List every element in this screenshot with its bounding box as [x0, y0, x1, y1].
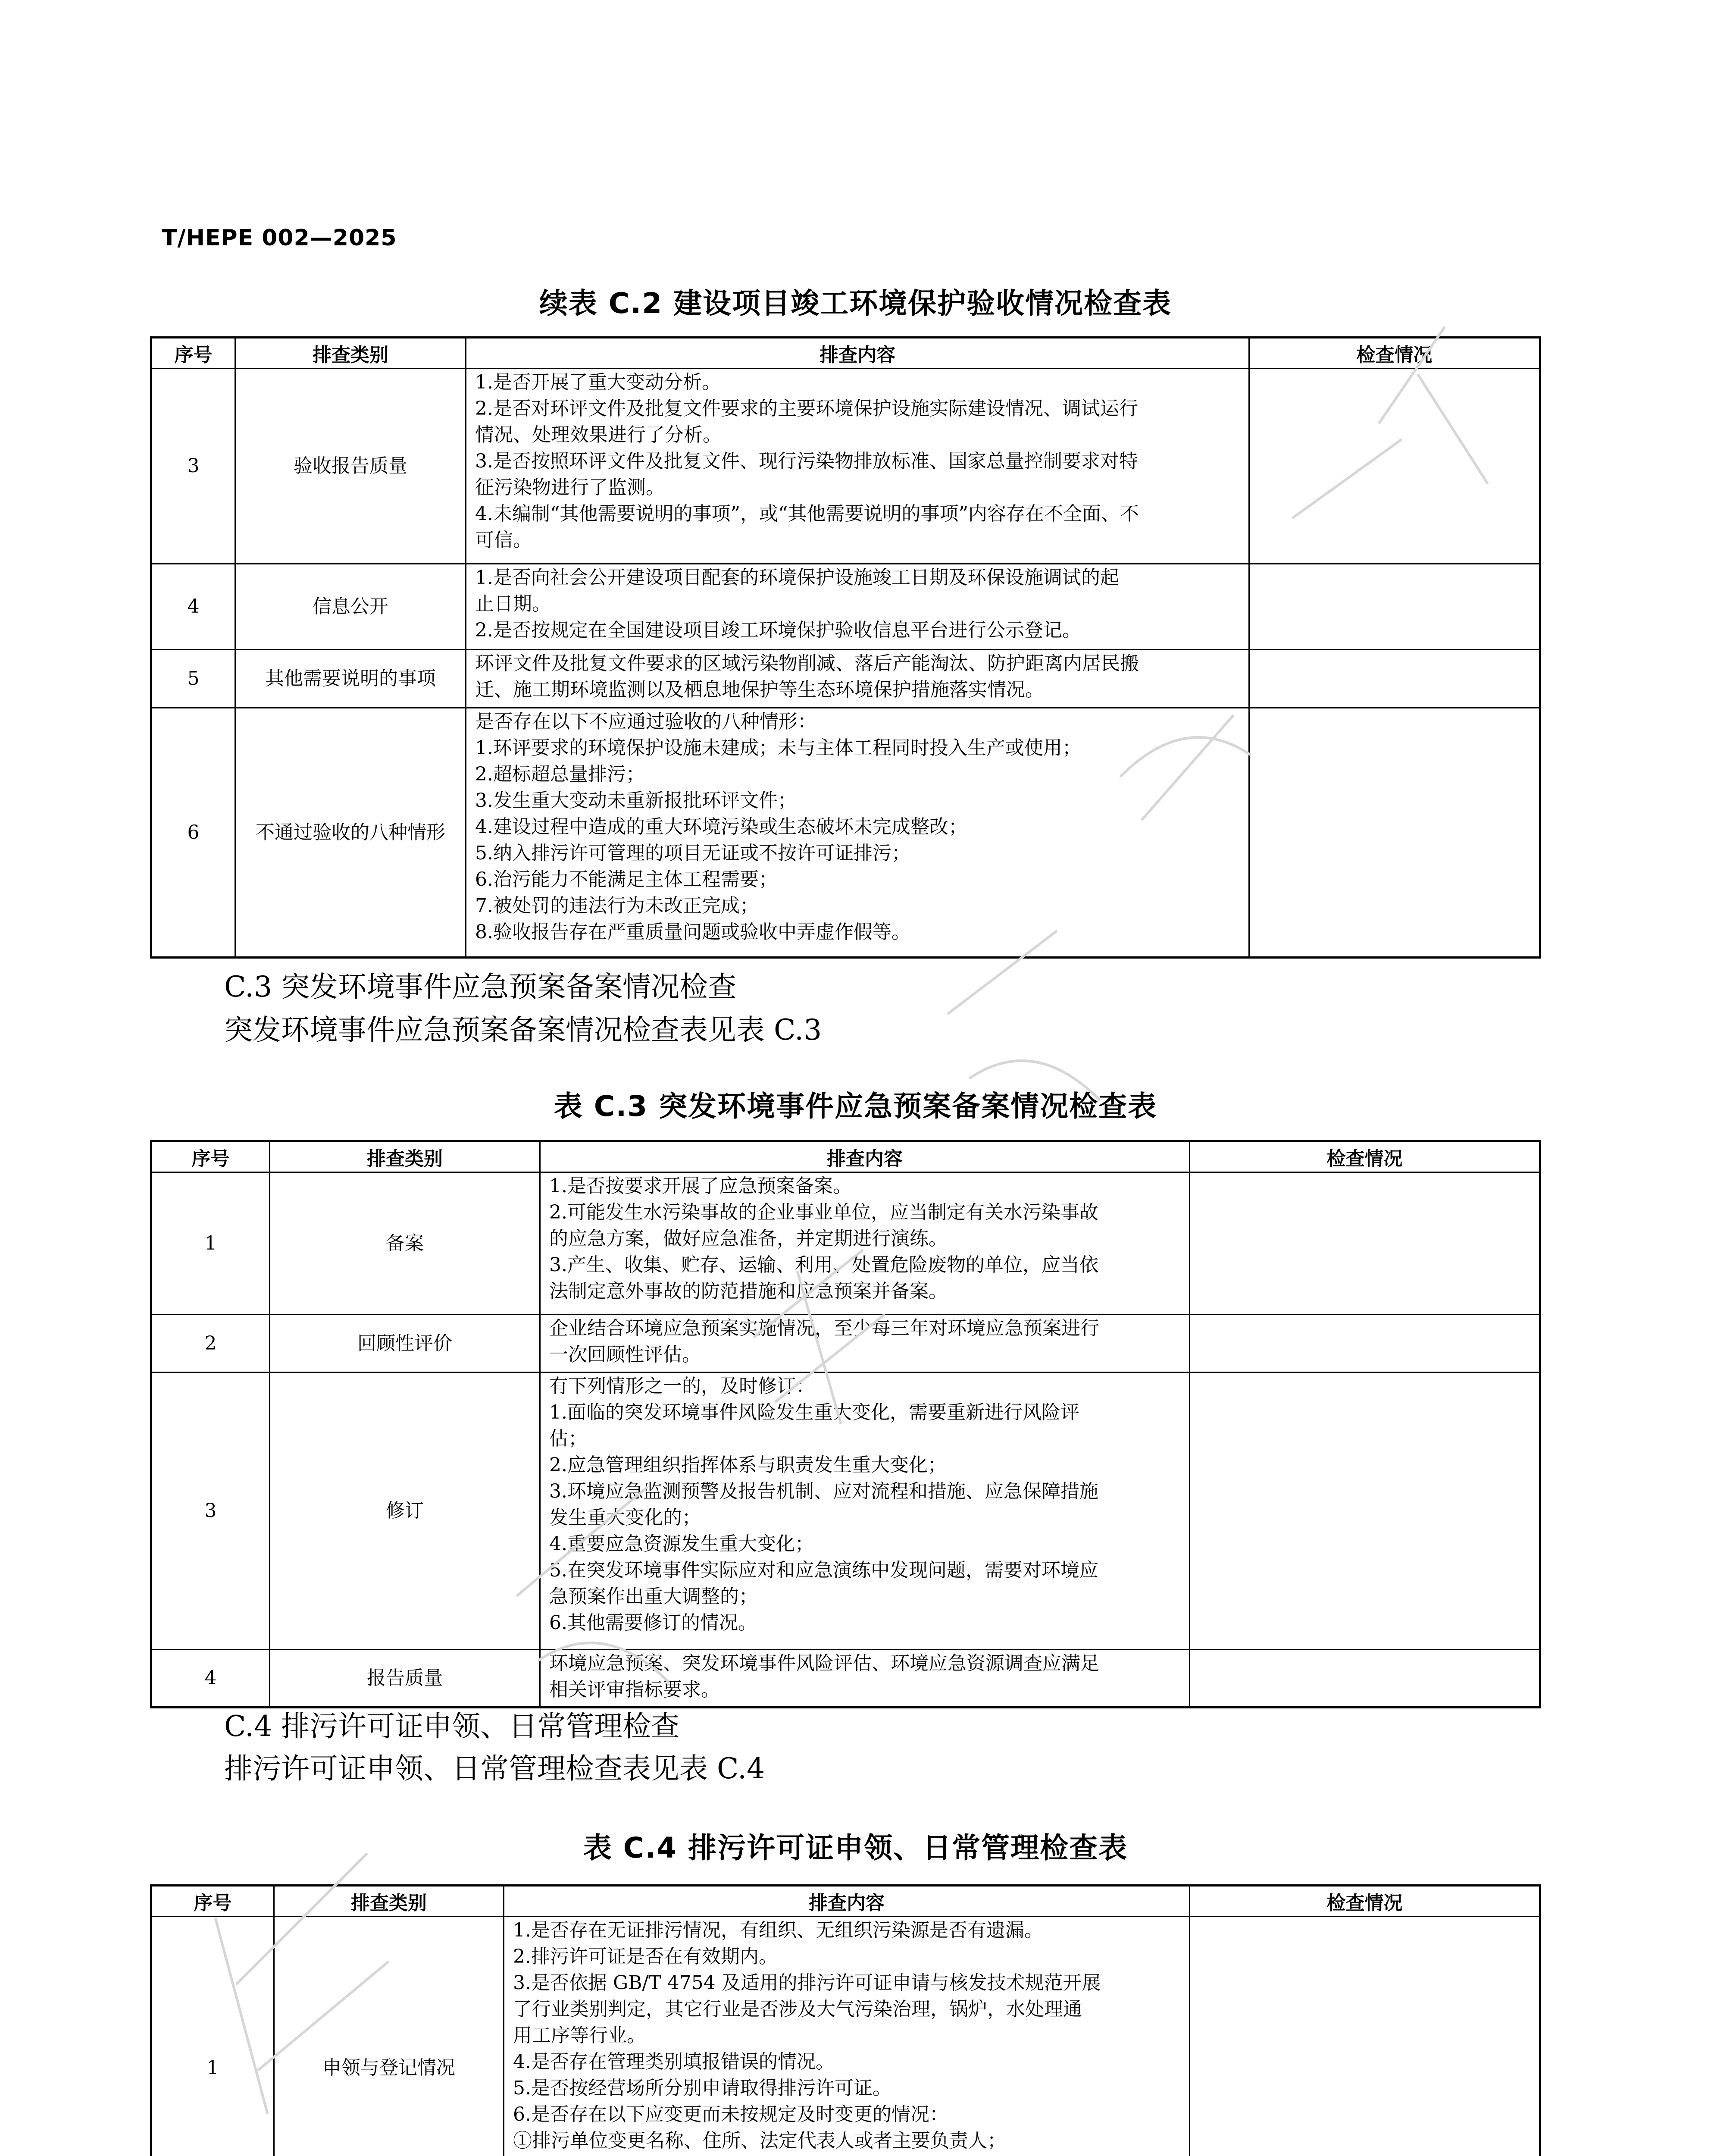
standard-code: T/HEPE 002—2025	[162, 225, 397, 251]
content-line: 5.在突发环境事件实际应对和应急演练中发现问题，需要对环境应	[549, 1559, 1098, 1581]
content-line: 1.是否存在无证排污情况，有组织、无组织污染源是否有遗漏。	[513, 1919, 1043, 1941]
row-status	[1190, 1315, 1540, 1373]
row-content	[540, 1315, 1190, 1373]
table-row	[151, 708, 1540, 958]
row-category: 申领与登记情况	[274, 1917, 504, 2156]
content-line: 3.发生重大变动未重新报批环评文件；	[475, 790, 797, 812]
content-line: 情况、处理效果进行了分析。	[475, 424, 722, 446]
column-header-status: 检查情况	[1249, 338, 1540, 369]
content-line: 相关评审指标要求。	[549, 1679, 720, 1701]
row-category: 修订	[270, 1373, 540, 1650]
row-status	[1190, 1172, 1540, 1315]
content-line: 5.是否按经营场所分别申请取得排污许可证。	[513, 2077, 891, 2099]
content-line: 1.是否按要求开展了应急预案备案。	[549, 1175, 852, 1197]
content-line: 8.验收报告存在严重质量问题或验收中弄虚作假等。	[475, 921, 910, 943]
row-status	[1249, 564, 1540, 650]
row-no: 1	[151, 1917, 274, 2156]
row-content	[540, 1172, 1190, 1315]
content-line: 3.产生、收集、贮存、运输、利用、处置危险废物的单位，应当依	[549, 1254, 1098, 1276]
row-no: 3	[151, 369, 235, 564]
section-c3-text: 突发环境事件应急预案备案情况检查表见表 C.3	[224, 1013, 822, 1047]
row-category: 验收报告质量	[235, 369, 466, 564]
row-no: 5	[151, 650, 235, 708]
table-row	[151, 369, 1540, 564]
row-content	[540, 1373, 1190, 1650]
content-line: 估；	[549, 1428, 587, 1450]
content-line	[513, 2154, 1180, 2156]
section-c4-heading: C.4 排污许可证申领、日常管理检查	[224, 1710, 680, 1743]
content-line: ①排污单位变更名称、住所、法定代表人或者主要负责人；	[513, 2130, 1006, 2152]
column-header-status: 检查情况	[1190, 1141, 1540, 1172]
table-c4-caption: 表 C.4 排污许可证申领、日常管理检查表	[583, 1831, 1128, 1865]
content-line: 了行业类别判定，其它行业是否涉及大气污染治理，锅炉，水处理通	[513, 1998, 1082, 2020]
content-line: 2.是否对环评文件及批复文件要求的主要环境保护设施实际建设情况、调试运行	[475, 398, 1138, 420]
content-line: 的应急方案，做好应急准备，并定期进行演练。	[549, 1228, 948, 1250]
content-line: 征污染物进行了监测。	[475, 476, 665, 498]
content-line: 6.是否存在以下应变更而未按规定及时变更的情况：	[513, 2103, 948, 2125]
content-line: 企业结合环境应急预案实施情况，至少每三年对环境应急预案进行	[549, 1317, 1099, 1339]
content-line: 有下列情形之一的，及时修订：	[549, 1375, 815, 1397]
table-row	[151, 564, 1540, 650]
row-category: 备案	[270, 1172, 540, 1315]
row-content	[540, 1650, 1190, 1708]
row-category: 回顾性评价	[270, 1315, 540, 1373]
table-row	[151, 1315, 1540, 1373]
table-c3-caption: 表 C.3 突发环境事件应急预案备案情况检查表	[554, 1090, 1157, 1123]
table-header-row	[151, 338, 1540, 369]
row-status	[1190, 1650, 1540, 1708]
content-line: 4.未编制“其他需要说明的事项”，或“其他需要说明的事项”内容存在不全面、不	[475, 503, 1139, 525]
row-no: 6	[151, 708, 235, 958]
content-line: 1.是否向社会公开建设项目配套的环境保护设施竣工日期及环保设施调试的起	[475, 567, 1119, 589]
content-line: 6.治污能力不能满足主体工程需要；	[475, 868, 778, 890]
content-line: 3.是否依据 GB/T 4754 及适用的排污许可证申请与核发技术规范开展	[513, 1972, 1101, 1994]
row-content	[504, 1917, 1190, 2156]
content-line: 6.其他需要修订的情况。	[549, 1612, 757, 1634]
content-line: 急预案作出重大调整的；	[549, 1586, 758, 1608]
content-line: 环评文件及批复文件要求的区域污染物削减、落后产能淘汰、防护距离内居民搬	[475, 652, 1139, 674]
table-row	[151, 1172, 1540, 1315]
row-status	[1190, 1373, 1540, 1650]
row-category: 报告质量	[270, 1650, 540, 1708]
row-no: 2	[151, 1315, 270, 1373]
content-line: 迁、施工期环境监测以及栖息地保护等生态环境保护措施落实情况。	[475, 679, 1044, 701]
content-line: 2.应急管理组织指挥体系与职责发生重大变化；	[549, 1454, 947, 1476]
content-line: 4.重要应急资源发生重大变化；	[549, 1533, 814, 1555]
content-line: 可信。	[475, 529, 532, 551]
column-header-content: 排查内容	[504, 1886, 1190, 1917]
column-header-category: 排查类别	[235, 338, 466, 369]
row-category: 其他需要说明的事项	[235, 650, 466, 708]
table-c3	[150, 1140, 1541, 1708]
table-row	[151, 650, 1540, 708]
column-header-category: 排查类别	[270, 1141, 540, 1172]
row-no: 4	[151, 1650, 270, 1708]
content-line: 用工序等行业。	[513, 2024, 646, 2046]
table-row	[151, 1650, 1540, 1708]
table-header-row	[151, 1141, 1540, 1172]
content-line: 5.纳入排污许可管理的项目无证或不按许可证排污；	[475, 842, 910, 864]
column-header-no: 序号	[151, 1886, 274, 1917]
column-header-no: 序号	[151, 1141, 270, 1172]
section-c4-text: 排污许可证申领、日常管理检查表见表 C.4	[224, 1752, 765, 1785]
row-category: 不通过验收的八种情形	[235, 708, 466, 958]
content-line: 1.是否开展了重大变动分析。	[475, 371, 721, 393]
row-no: 4	[151, 564, 235, 650]
content-line: 一次回顾性评估。	[549, 1344, 701, 1366]
column-header-status: 检查情况	[1190, 1886, 1540, 1917]
content-line: 4.建设过程中造成的重大环境污染或生态破坏未完成整改；	[475, 816, 967, 838]
content-line: 1.环评要求的环境保护设施未建成；未与主体工程同时投入生产或使用；	[475, 737, 1081, 759]
column-header-content: 排查内容	[466, 338, 1249, 369]
row-status	[1249, 708, 1540, 958]
section-c3-heading: C.3 突发环境事件应急预案备案情况检查	[224, 970, 737, 1003]
table-header-row	[151, 1886, 1540, 1917]
content-line: 是否存在以下不应通过验收的八种情形：	[475, 711, 816, 733]
content-line: 2.超标超总量排污；	[475, 763, 645, 785]
content-line: 3.环境应急监测预警及报告机制、应对流程和措施、应急保障措施	[549, 1480, 1098, 1502]
content-line: 止日期。	[475, 593, 551, 615]
column-header-no: 序号	[151, 338, 235, 369]
content-line: 环境应急预案、突发环境事件风险评估、环境应急资源调查应满足	[549, 1652, 1099, 1674]
content-line: 2.排污许可证是否在有效期内。	[513, 1946, 778, 1968]
content-line: 7.被处罚的违法行为未改正完成；	[475, 895, 759, 917]
content-line: 4.是否存在管理类别填报错误的情况。	[513, 2051, 835, 2073]
row-no: 3	[151, 1373, 270, 1650]
row-content	[466, 708, 1249, 958]
content-line: 发生重大变化的；	[549, 1507, 701, 1529]
row-content	[466, 564, 1249, 650]
table-c4	[150, 1884, 1541, 2156]
content-line: 法制定意外事故的防范措施和应急预案并备案。	[549, 1280, 948, 1302]
column-header-category: 排查类别	[274, 1886, 504, 1917]
column-header-content: 排查内容	[540, 1141, 1190, 1172]
table-row	[151, 1373, 1540, 1650]
row-content	[466, 650, 1249, 708]
row-status	[1249, 369, 1540, 564]
content-line: 2.可能发生水污染事故的企业事业单位，应当制定有关水污染事故	[549, 1201, 1098, 1223]
row-content	[466, 369, 1249, 564]
row-category: 信息公开	[235, 564, 466, 650]
row-status	[1249, 650, 1540, 708]
row-status	[1190, 1917, 1540, 2156]
table-row	[151, 1917, 1540, 2156]
table-c2	[150, 336, 1541, 959]
content-line: 3.是否按照环评文件及批复文件、现行污染物排放标准、国家总量控制要求对特	[475, 450, 1138, 472]
content-line: 1.面临的突发环境事件风险发生重大变化，需要重新进行风险评	[549, 1401, 1079, 1423]
content-line: 2.是否按规定在全国建设项目竣工环境保护验收信息平台进行公示登记。	[475, 619, 1081, 641]
row-no: 1	[151, 1172, 270, 1315]
table-c2-caption: 续表 C.2 建设项目竣工环境保护验收情况检查表	[539, 287, 1172, 320]
